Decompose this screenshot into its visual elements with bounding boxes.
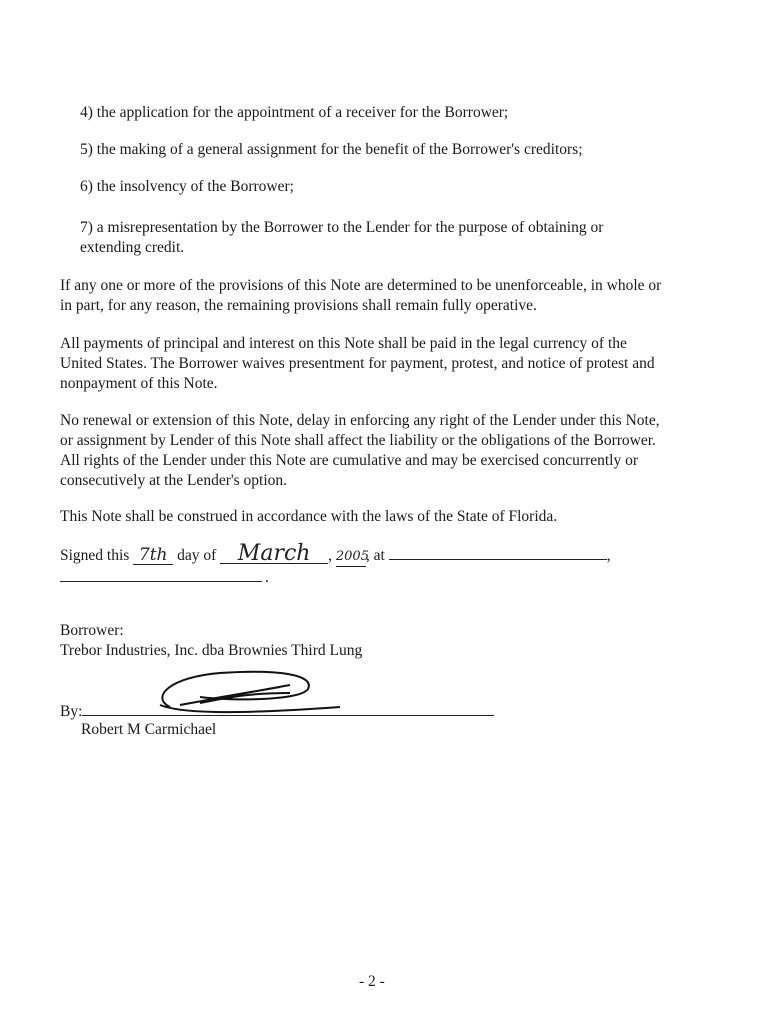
by-label: By: [60,703,83,720]
borrower-name: Trebor Industries, Inc. dba Brownies Third Lung [60,642,363,659]
handwritten-year: 2005 [336,548,366,567]
text-line: No renewal or extension of this Note, delay in enforcing any right of the Lender under this Note, [60,412,660,429]
at-label: , at [365,547,385,564]
text-line: consecutively at the Lender's option. [60,472,288,489]
signer-name: Robert M Carmichael [81,721,217,738]
signed-prefix: Signed this [60,547,130,564]
text-line: All rights of the Lender under this Note are cumulative and may be exercised concurrently or [60,452,639,469]
paragraph-severability [60,276,661,316]
page-number: - 2 - [359,973,385,990]
list-item-7-line2: extending credit. [80,239,185,256]
location-blank [389,545,607,560]
location-blank-2 [60,581,262,582]
signed-line [60,541,611,567]
text-line: If any one or more of the provisions of this Note are determined to be unenforceable, in whole or [60,277,662,294]
handwritten-day: 7th [133,546,173,565]
paragraph-renewal [60,411,660,491]
handwritten-month: March [220,545,328,564]
paragraph-governing-law: This Note shall be construed in accordance with the laws of the State of Florida. [60,508,558,525]
text-line: in part, for any reason, the remaining provisions shall remain fully operative. [60,297,537,314]
comma: , [328,547,332,564]
day-of-label: day of [177,547,217,564]
list-item-6: 6) the insolvency of the Borrower; [80,178,294,195]
list-item-4: 4) the application for the appointment of a receiver for the Borrower; [80,104,509,121]
text-line: or assignment by Lender of this Note shall affect the liability or the obligations of the Borrower. [60,432,656,449]
text-line: All payments of principal and interest on this Note shall be paid in the legal currency of the [60,335,627,352]
list-item-7 [80,218,603,258]
signature-line [82,701,494,716]
paragraph-payments [60,334,655,394]
borrower-label: Borrower: [60,622,124,639]
borrower-block [60,621,362,661]
by-line [60,701,494,722]
list-item-7-line1: 7) a misrepresentation by the Borrower to the Lender for the purpose of obtaining or [80,219,604,236]
list-item-5: 5) the making of a general assignment for the benefit of the Borrower's creditors; [80,141,583,158]
comma: , [606,547,611,564]
period: . [265,569,269,586]
text-line: United States. The Borrower waives presentment for payment, protest, and notice of protest and [60,355,655,372]
text-line: nonpayment of this Note. [60,375,218,392]
